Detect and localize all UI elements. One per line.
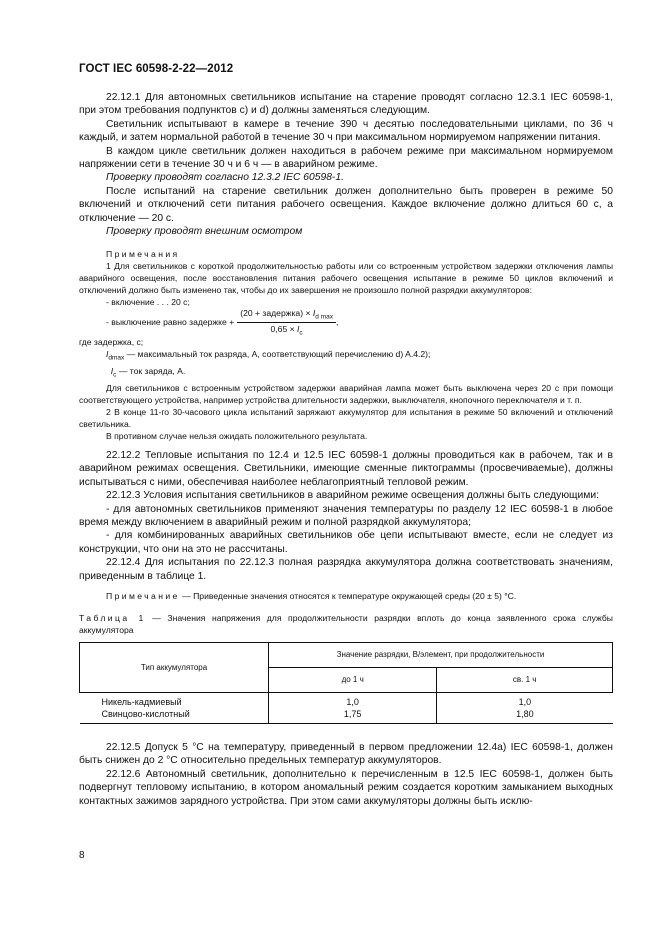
note-1: 1 Для светильников с короткой продолжительностью работы или со встроенным устройством задержки отключения лампы аварийного освещения, после восстановления питания рабочего освещения испытание в режиме 50 циклов включений и отключений должно быть изменено так, чтобы до их завершения не произошло полной разрядки аккумуляторов: (79, 261, 613, 296)
document-body (79, 91, 613, 808)
notes-heading: Примечания (106, 249, 180, 260)
paragraph: В каждом цикле светильник должен находиться в рабочем режиме при максимальном нормируемом напряжении сети в течение 30 ч и 6 ч — в аварийном режиме. (79, 145, 613, 171)
table-header-discharge-value: Значение разрядки, В/элемент, при продолжительности (269, 642, 613, 667)
formula-def-idmax: $I_{dmax}$ — максимальный ток разряда, А, соответствующий перечислению d) A.4.2); (106, 349, 431, 363)
page-number: 8 (79, 850, 85, 861)
paragraph-check: Проверку проводят согласно 12.3.2 IEC 60598-1. (106, 172, 344, 184)
document-header: ГОСТ IEC 60598-2-22—2012 (79, 63, 234, 75)
table-caption: Таблица 1 — Значения напряжения для продолжительности разрядки вплоть до конца заявленного срока службы аккумулятора (79, 612, 613, 635)
formula-numerator: (20 + задержка) × $I_{d max}$ (237, 308, 336, 323)
note-1-item-on: - включение . . . 20 с; (106, 297, 190, 308)
table-header-battery-type: Тип аккумулятора (80, 642, 269, 692)
note-2: 2 В конце 11-го 30-часового цикла испытаний заряжают аккумулятор для испытания в режиме 50 включений и отключений светильника. (79, 406, 613, 429)
table-header-up-to-1h: до 1 ч (269, 667, 437, 692)
paragraph-22-12-6: 22.12.6 Автономный светильник, дополнительно к перечисленным в 12.5 IEC 60598-1, должен быть подвергнут тепловому испытанию, в котором аномальный режим создается коротким замыканием выходных контактных зажимов зарядного устройства. При этом сами аккумуляторы должны быть исклю- (79, 768, 613, 807)
table-row (80, 708, 613, 724)
note-2-continued: В противном случае нельзя ожидать положительного результата. (106, 430, 368, 441)
table-row (80, 692, 613, 708)
formula-comma: , (335, 317, 339, 328)
table-cell-over-1h: 1,0 (437, 692, 613, 708)
paragraph-22-12-5: 22.12.5 Допуск 5 °С на температуру, приведенный в первом предложении 12.4а) IEC 60598-1, должен быть снижен до 2 °С относительно предельных температур аккумуляторов. (79, 741, 613, 767)
table-note: Примечание — Приведенные значения относятся к температуре окружающей среды (20 ± 5) °С. (106, 590, 517, 601)
paragraph-22-12-1: 22.12.1 Для автономных светильников испытание на старение проводят согласно 12.3.1 IEC 60598-1, при этом требования подпунктов c) и d) должны заменяться следующим. (79, 92, 613, 117)
formula-def-ic: $I_c$ — ток заряда, А. (110, 366, 186, 379)
list-item: - для комбинированных аварийных светильников обе цепи испытывают вместе, если не следует из конструкции, что они на это не рассчитаны. (79, 530, 613, 555)
formula-where: где задержка, с; (79, 337, 144, 348)
table-cell-type: Свинцово-кислотный (80, 708, 269, 724)
discharge-voltage-table (79, 642, 613, 724)
paragraph-22-12-4: 22.12.4 Для испытания по 22.12.3 полная разрядка аккумулятора должна соответствовать значениям, приведенным в таблице 1. (79, 557, 613, 582)
table-cell-up-to-1h: 1,75 (269, 708, 437, 724)
formula-fraction (237, 308, 339, 337)
formula-denominator: $0,65 \times I_c$ (270, 323, 303, 337)
table-cell-type: Никель-кадмиевый (101, 696, 182, 707)
paragraph-22-12-2: 22.12.2 Тепловые испытания по 12.4 и 12.5 IEC 60598-1 должны проводиться как в рабочем, так и в аварийном режимах освещения. Светильники, имеющие сменные пиктограммы (просвечиваемые), должны испытываться с ними, обеспечивая наиболее неблагоприятный тепловой режим. (79, 449, 613, 488)
paragraph: После испытаний на старение светильник должен дополнительно быть проверен в режиме 50 включений и отключений сети питания рабочего освещения. Каждое включение должно длиться 60 с, а отключение — 20 с. (79, 185, 613, 224)
table-header-over-1h: св. 1 ч (437, 667, 613, 692)
note-1-continued: Для светильников с встроенным устройством задержки аварийная лампа может быть выключена через 20 с при помощи соответствующего устройства, например устройства длительности задержки, выключателя, кнопочного переключателя и т. п. (79, 382, 613, 405)
note-1-item-off: - выключение равно задержке + (106, 317, 235, 328)
table-cell-up-to-1h: 1,0 (269, 692, 437, 708)
list-item: - для автономных светильников применяют значения температуры по разделу 12 IEC 60598-1 в любое время между включением в аварийный режим и полной разрядкой аккумулятора; (79, 503, 613, 528)
paragraph: Светильник испытывают в камере в течение 390 ч десятью последовательными циклами, по 36 ч каждый, и затем нормальной работой в течение 30 ч при максимальном нормируемом напряжении питания. (79, 118, 613, 144)
table-cell-over-1h: 1,80 (437, 708, 613, 724)
paragraph-22-12-3: 22.12.3 Условия испытания светильников в аварийном режиме освещения должны быть следующими: (106, 490, 599, 502)
paragraph-check: Проверку проводят внешним осмотром (106, 226, 303, 238)
formula (79, 308, 613, 336)
